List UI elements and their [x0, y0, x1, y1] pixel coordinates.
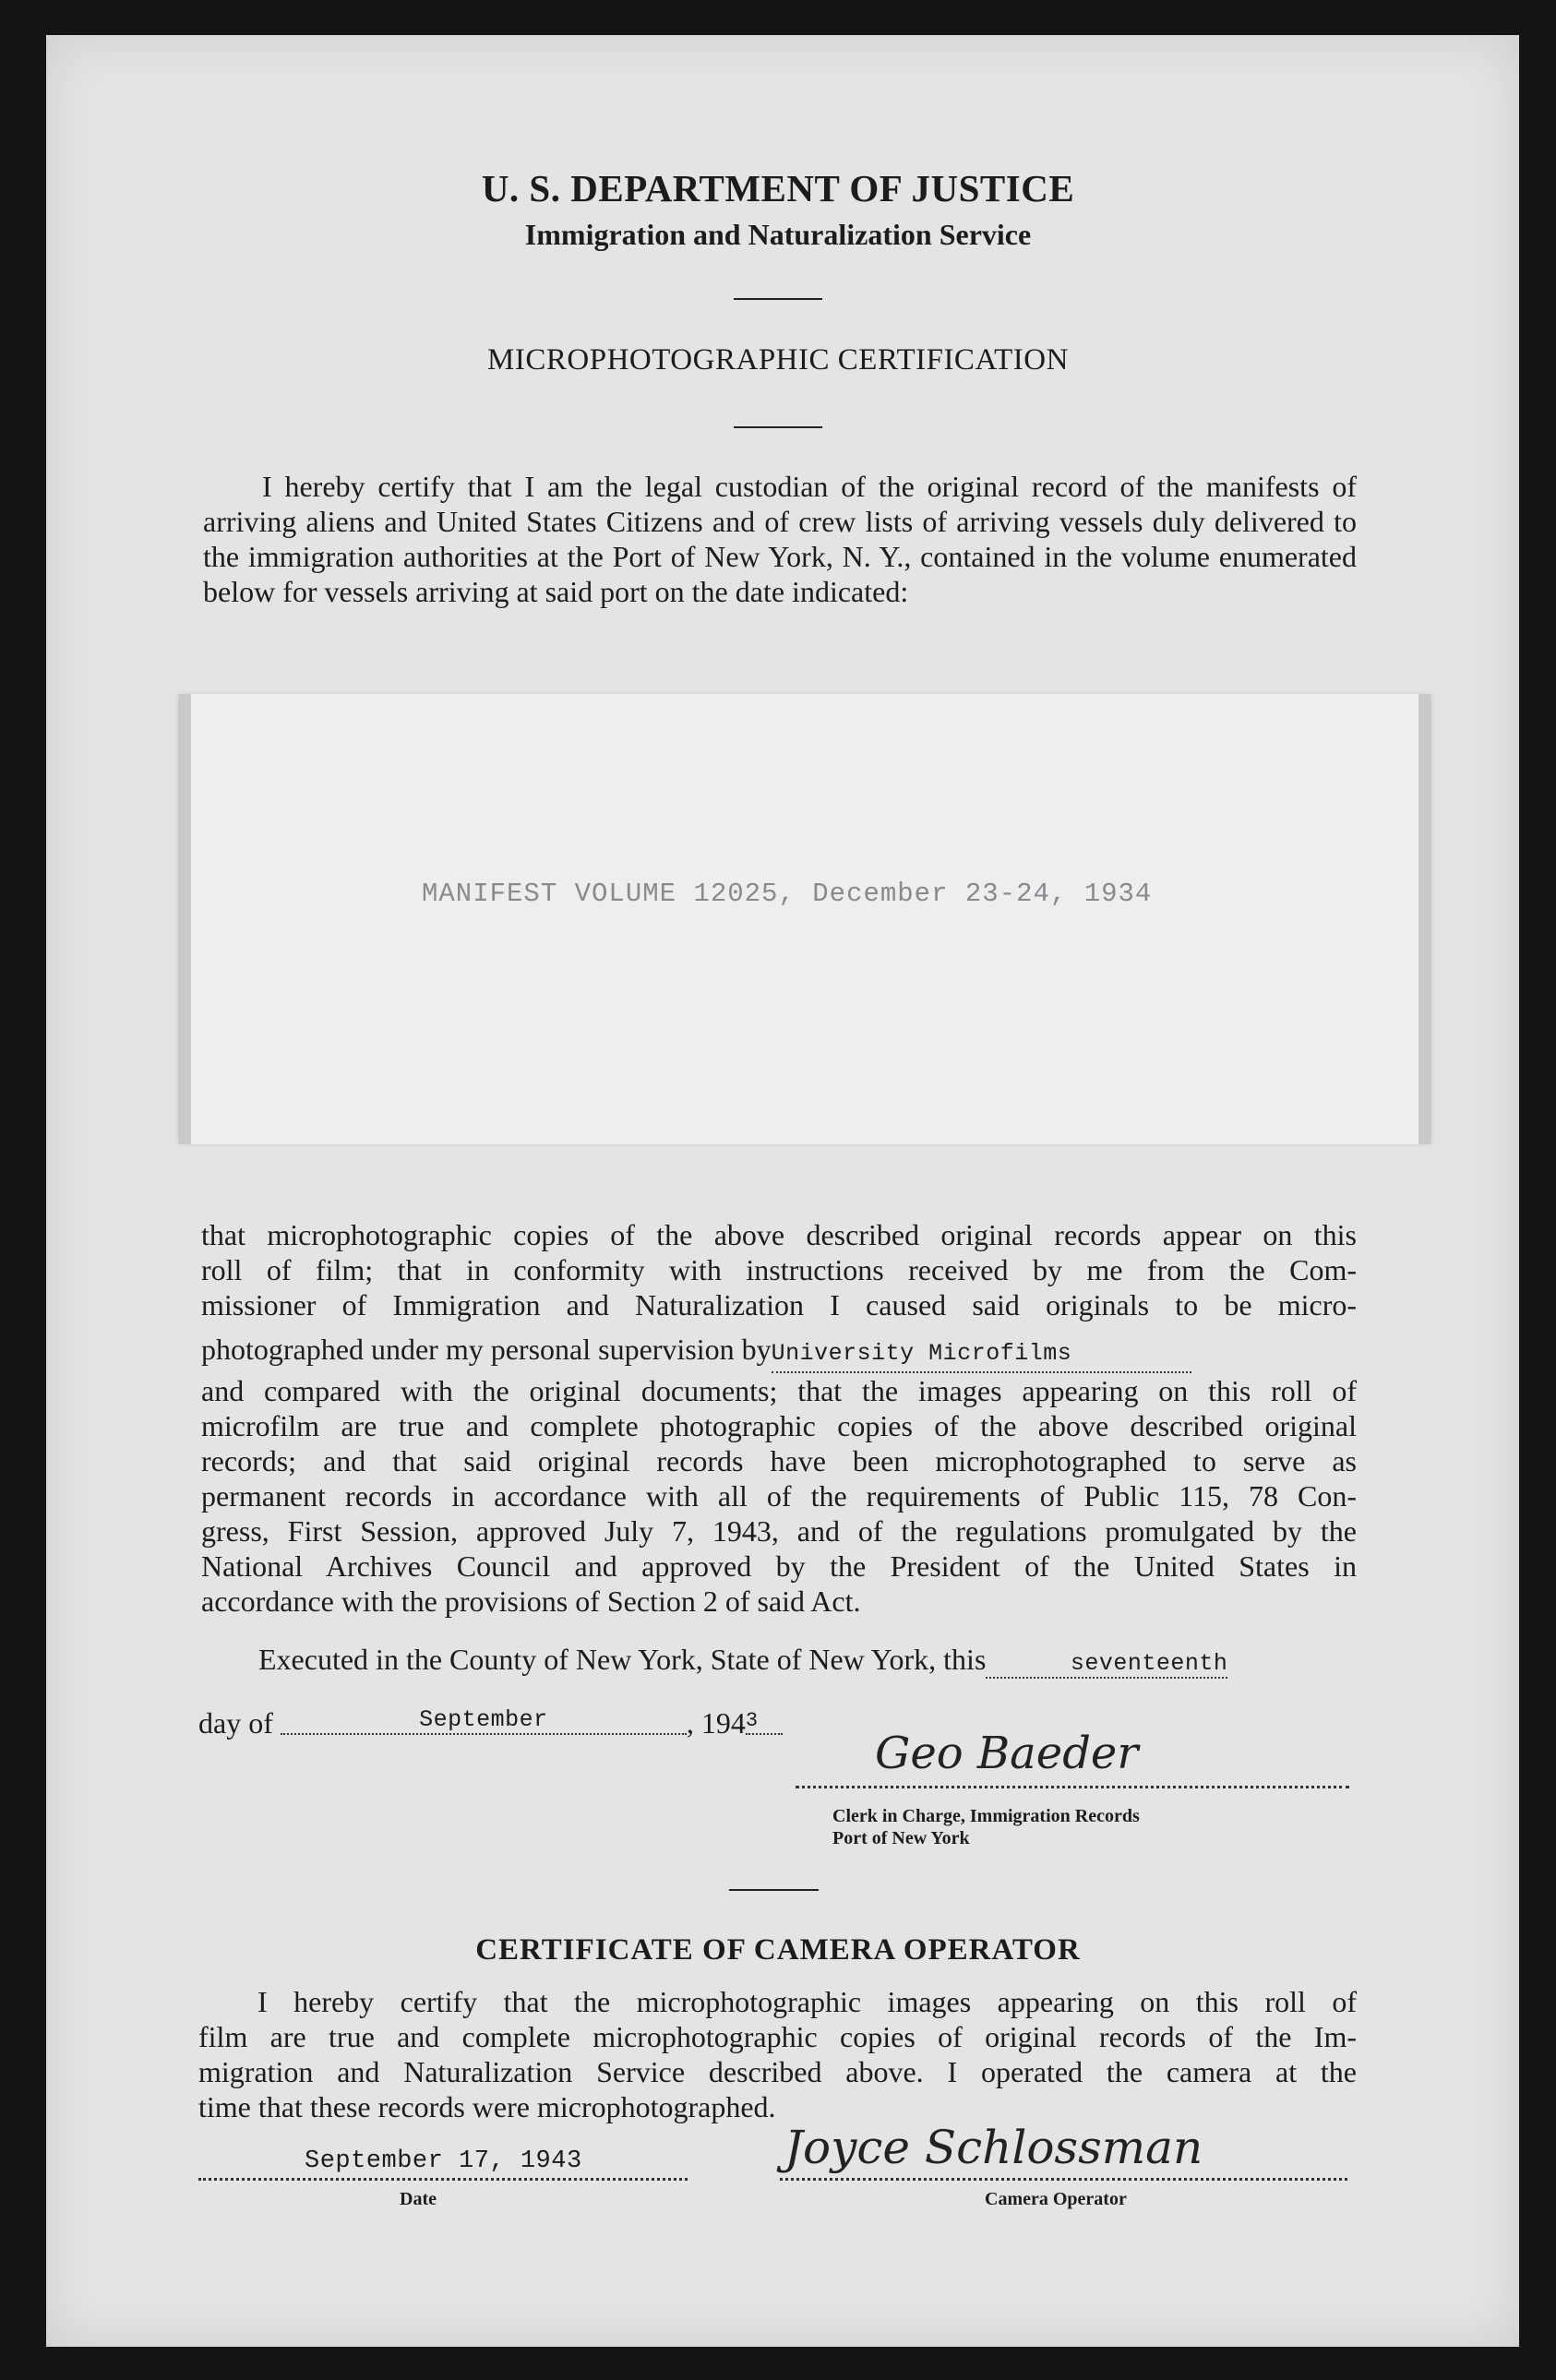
body-line: National Archives Council and approved by the President of the United States in	[201, 1549, 1357, 1583]
body-line: gress, First Session, approved July 7, 1943, and of the regulations promulgated by the	[201, 1514, 1357, 1548]
day-typed: seventeenth	[1070, 1650, 1228, 1677]
executed-text: Executed in the County of New York, State of New York, this	[258, 1643, 987, 1676]
body-line: records; and that said original records have been microphotographed to serve as	[201, 1444, 1357, 1477]
certification-title: MICROPHOTOGRAPHIC CERTIFICATION	[487, 343, 1069, 377]
month-typed: September	[419, 1706, 548, 1733]
clerk-title-line1: Clerk in Charge, Immigration Records	[832, 1806, 1140, 1826]
camera-operator-heading: CERTIFICATE OF CAMERA OPERATOR	[475, 1933, 1081, 1967]
date-label: Date	[400, 2189, 437, 2209]
year-field	[746, 1699, 783, 1735]
day-field	[986, 1643, 1227, 1679]
intro-paragraph: I hereby certify that I am the legal custodian of the original record of the manifests of arriving aliens and United States Citizens and of crew lists of arriving vessels duly delivered to the immigration authorities at the Port of New York, N. Y., contained in the volume enumerated below for vessels arriving at said port on the date indicated:	[203, 470, 1357, 608]
camera-line: film are true and complete microphotographic copies of original records of the Im-	[198, 2020, 1357, 2053]
body-line: roll of film; that in conformity with instructions received by me from the Com-	[201, 1253, 1357, 1286]
volume-card	[178, 694, 1431, 1144]
year-prefix: , 194	[686, 1706, 746, 1740]
body-line: microfilm are true and complete photographic copies of the above described original	[201, 1409, 1357, 1442]
department-title: U. S. DEPARTMENT OF JUSTICE	[481, 167, 1075, 209]
camera-date-typed: September 17, 1943	[305, 2147, 582, 2175]
manifest-volume-label: MANIFEST VOLUME 12025, December 23-24, 1934	[422, 879, 1153, 909]
operator-signature-line	[780, 2178, 1347, 2181]
divider	[734, 426, 822, 428]
divider	[734, 298, 822, 300]
service-subtitle: Immigration and Naturalization Service	[524, 218, 1032, 251]
clerk-signature-line	[796, 1786, 1349, 1788]
body-line-supervision	[201, 1332, 1357, 1373]
camera-operator-paragraph	[198, 1984, 1357, 2124]
clerk-title	[832, 1805, 1140, 1849]
day-of-line	[198, 1706, 783, 1742]
body-line: permanent records in accordance with all of the requirements of Public 115, 78 Con-	[201, 1479, 1357, 1513]
clerk-signature: Geo Baeder	[875, 1728, 1139, 1779]
camera-line: time that these records were microphotographed.	[198, 2090, 776, 2123]
camera-line: migration and Naturalization Service described above. I operated the camera at the	[198, 2055, 1357, 2088]
year-typed: 3	[745, 1709, 759, 1732]
body-line: accordance with the provisions of Section 2 of said Act.	[201, 1585, 861, 1618]
divider	[729, 1889, 819, 1891]
date-line	[198, 2178, 688, 2181]
certification-body	[201, 1217, 1357, 1619]
day-of-label: day of	[198, 1706, 273, 1740]
camera-operator-signature: Joyce Schlossman	[784, 2121, 1203, 2174]
supervisor-typed: University Microfilms	[771, 1340, 1072, 1367]
body-line: missioner of Immigration and Naturalization I caused said originals to be micro-	[201, 1288, 1357, 1322]
supervision-text: photographed under my personal supervision by	[201, 1333, 772, 1366]
month-field	[281, 1699, 687, 1735]
clerk-title-line2: Port of New York	[832, 1828, 970, 1848]
camera-line: I hereby certify that the microphotographic images appearing on this roll of	[257, 1985, 1357, 2018]
camera-operator-label: Camera Operator	[985, 2189, 1127, 2209]
executed-line	[258, 1643, 1227, 1679]
body-line: that microphotographic copies of the above described original records appear on this	[201, 1218, 1357, 1251]
body-line: and compared with the original documents; that the images appearing on this roll of	[201, 1374, 1357, 1407]
supervisor-field	[772, 1332, 1191, 1373]
